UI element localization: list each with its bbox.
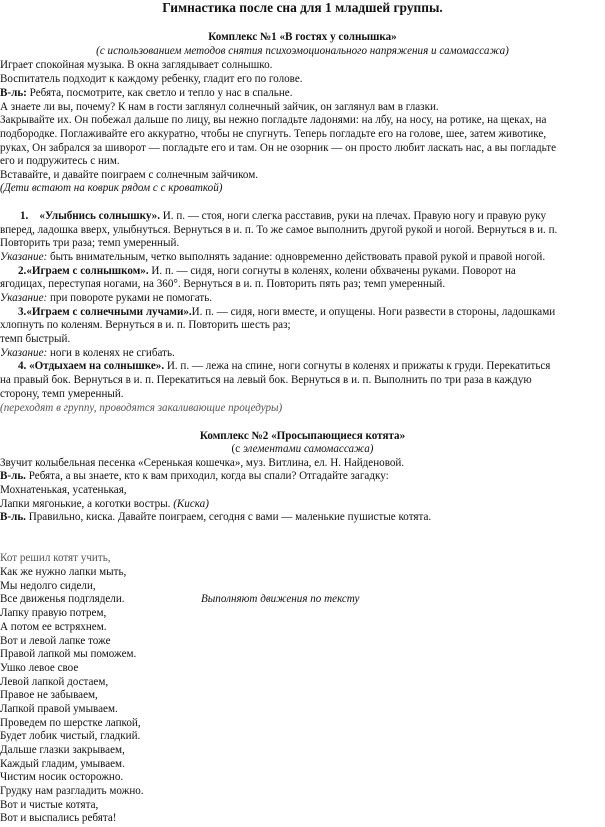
hint-label: Указание:: [0, 347, 48, 359]
poem-line: Лапку правую потрем,: [0, 607, 107, 619]
teacher-text: Ребята, посмотрите, как светло и тепло у нас в спальне.: [26, 87, 293, 99]
subtitle-prefix: (с: [231, 443, 243, 455]
complex2-heading: Комплекс №2 «Просыпающиеся котята»: [199, 430, 406, 442]
hint-text: при повороте руками не помогать.: [47, 292, 213, 304]
teacher-line: [0, 511, 431, 525]
complex1-subtitle: (с использованием методов снятия психоэмоционального напряжения и самомассажа): [96, 45, 509, 57]
complex2-subtitle: [0, 443, 605, 457]
exercise-hint: [0, 251, 545, 265]
exercise-name: 3.«Играем с солнечными лучами».: [18, 306, 192, 318]
poem-line: Вот и чистые котята,: [0, 799, 99, 811]
hint-label: Указание:: [0, 251, 48, 263]
subtitle-italic: элементами самомассажа): [242, 443, 374, 455]
story-line: Вставайте, и давайте поиграем с солнечным зайчиком.: [0, 169, 259, 181]
poem-line: Мы недолго сидели,: [0, 580, 96, 592]
poem-line: Будет лобик чистый, гладкий.: [0, 730, 141, 742]
exercise-text: вперед, ладошка вверх, улыбнуться. Вернуться в и. п. То же самое выполнить другой рукой и ногой. Вернуться в и. п.: [0, 224, 558, 236]
exercise-text: хлопнуть по коленям. Вернуться в и. п. Повторить шесть раз;: [0, 319, 291, 331]
teacher-label: В-ль.: [0, 470, 26, 482]
riddle-line: [0, 498, 209, 512]
intro-line: Воспитатель подходит к каждому ребенку, гладит его по голове.: [0, 73, 303, 85]
story-line: его и подружитесь с ним.: [0, 155, 120, 167]
teacher-label: В-ль.: [0, 511, 26, 523]
poem-note: Выполняют движения по тексту: [201, 593, 360, 605]
exercise-hint: [0, 292, 212, 306]
exercise-name: «Улыбнись солнышку».: [39, 210, 160, 222]
exercise-hint: [0, 347, 175, 361]
poem-line: Кот решил котят учить,: [0, 552, 111, 564]
exercise-text: темп быстрый.: [0, 333, 71, 345]
exercise-text: И. п. — лежа на спине, ноги согнуты в коленях и прижаты к груди. Перекатиться: [164, 360, 551, 372]
exercise-text: ягодицах, переступая ногами, на 360°. Вернуться в и. п. Повторить пять раз; темп умеренный.: [0, 278, 446, 290]
exercise-4: [18, 360, 550, 374]
stage-note: (Дети встают на коврик рядом с с кроваткой): [0, 182, 223, 194]
poem-line: Проведем по шерстке лапкой,: [0, 717, 141, 729]
exercise-text: И. п. — сидя, ноги согнуты в коленях, колени обхвачены руками. Поворот на: [148, 265, 516, 277]
exercise-1: [20, 210, 546, 224]
poem-line: А потом ее встряхнем.: [0, 621, 107, 633]
teacher-line: [0, 87, 292, 101]
exercise-text: на правый бок. Вернуться в и. п. Перекатиться на левый бок. Вернуться в и. п. Выполнить по три раза в каждую: [0, 374, 532, 386]
exercise-text: сторону, темп умеренный.: [0, 388, 124, 400]
exercise-number: 1.: [20, 210, 29, 222]
teacher-label: В-ль:: [0, 87, 27, 99]
hint-label: Указание:: [0, 292, 48, 304]
hint-text: быть внимательным, четко выполнять задание: одновременно действовать правой рукой и правой ногой.: [47, 251, 546, 263]
story-line: руках, Он забрался за шиворот — погладьте его и там. Он не озорник — он просто любит ласкать нас, а вы погладьте: [0, 142, 557, 154]
poem-line: Вот и левой лапке тоже: [0, 635, 111, 647]
riddle-line: Мохнатенькая, усатенькая,: [0, 484, 127, 496]
exercise-name: 4. «Отдыхаем на солнышке».: [18, 360, 165, 372]
poem-line: Лапкой правой умываем.: [0, 703, 118, 715]
story-line: подбородке. Поглаживайте его аккуратно, чтобы не спугнуть. Теперь погладьте его на голове, шее, затем животике,: [0, 128, 547, 140]
exercise-3: [18, 306, 555, 320]
teacher-text: Ребята, а вы знаете, кто к вам приходил, когда вы спали? Отгадайте загадку:: [25, 470, 389, 482]
poem-line: Вот и выспались ребята!: [0, 812, 117, 824]
poem-line: Правое не забываем,: [0, 689, 98, 701]
poem-line: Чистим носик осторожно.: [0, 771, 124, 783]
poem-line: Как же нужно лапки мыть,: [0, 566, 127, 578]
teacher-text: Правильно, киска. Давайте поиграем, сегодня с вами — маленькие пушистые котята.: [25, 511, 432, 523]
poem-line: Ушко левое свое: [0, 662, 79, 674]
document-title: Гимнастика после сна для 1 младшей группы.: [162, 0, 443, 15]
exercise-text: И. п. — стоя, ноги слегка расставив, руки на плечах. Правую ногу и правую руку: [160, 210, 547, 222]
riddle-answer: (Киска): [170, 498, 209, 510]
poem-line: Правой лапкой мы поможем.: [0, 648, 137, 660]
poem-line: Дальше глазки закрываем,: [0, 744, 125, 756]
after-note: (переходят в группу, проводятся закаливающие процедуры): [0, 402, 283, 414]
poem-line: Каждый гладим, умываем.: [0, 758, 125, 770]
hint-text: ноги в коленях не сгибать.: [47, 347, 175, 359]
poem-line: Грудку нам разгладить можно.: [0, 785, 144, 797]
exercise-2: [18, 265, 516, 279]
exercise-text: Повторить три раза; темп умеренный.: [0, 237, 180, 249]
music-line: Звучит колыбельная песенка «Серенькая кошечка», муз. Витлина, ел. Н. Найденовой.: [0, 457, 405, 469]
teacher-line: [0, 470, 389, 484]
poem-line: Левой лапкой достаем,: [0, 676, 109, 688]
exercise-name: 2.«Играем с солнышком».: [18, 265, 149, 277]
complex1-heading: Комплекс №1 «В гостях у солнышка»: [208, 31, 397, 43]
poem-line: Все движенья подглядели.: [0, 593, 125, 605]
exercise-text: И. п. — сидя, ноги вместе, и опущены. Ноги развести в стороны, ладошками: [191, 306, 556, 318]
story-line: Закрывайте их. Он побежал дальше по лицу, вы нежно погладьте ладонями: на лбу, на носу, на ротике, на щеках, на: [0, 114, 547, 126]
riddle-text: Лапки мягонькие, а коготки востры.: [0, 498, 171, 510]
intro-line: Играет спокойная музыка. В окна заглядывает солнышко.: [0, 59, 273, 71]
story-line: А знаете ли вы, почему? К нам в гости заглянул солнечный зайчик, он заглянул вам в глазки.: [0, 101, 439, 113]
